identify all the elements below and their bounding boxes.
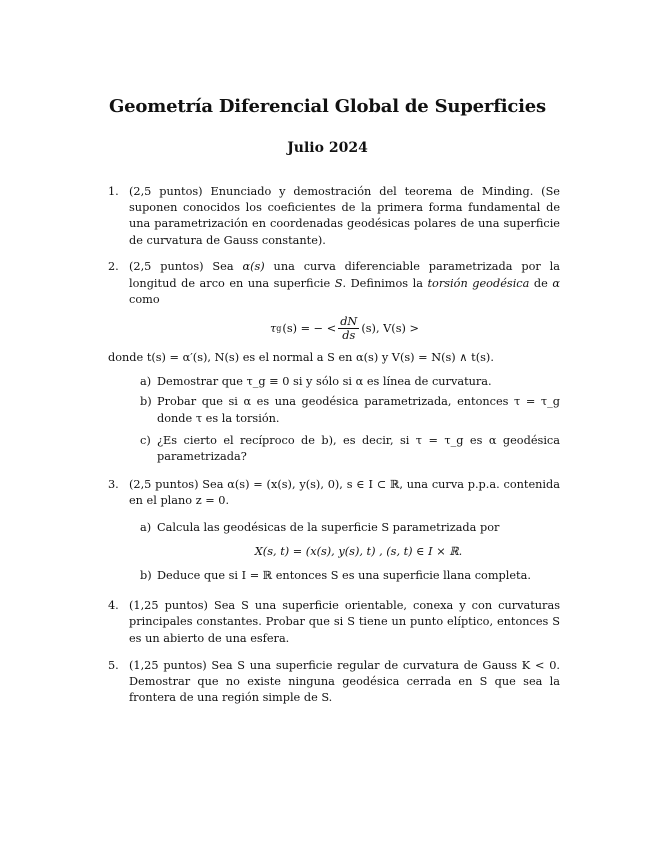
equation-rhs: (s), V(s) > bbox=[361, 321, 419, 335]
text-fragment: . Definimos la bbox=[342, 276, 423, 290]
emphasis-term: torsión geodésica bbox=[427, 276, 530, 290]
fraction-denominator: ds bbox=[342, 329, 356, 343]
subitem-text: Demostrar que τ_g ≡ 0 si y sólo si α es línea de curvatura. bbox=[157, 375, 492, 389]
problem-text: (1,25 puntos) Sea S una superficie regular de curvatura de Gauss K < 0. Demostrar que no existe ninguna geodésica cerrada en S que sea la frontera de una región simple de S. bbox=[129, 658, 560, 705]
math-symbol: S bbox=[334, 276, 343, 290]
equation-fraction bbox=[338, 315, 359, 342]
problem-4 bbox=[108, 598, 560, 647]
text-fragment: una curva diferenciable parametrizada por la longitud de arco en una superficie bbox=[129, 260, 560, 290]
problem-number: 4. bbox=[108, 599, 119, 613]
subitem-a bbox=[129, 520, 560, 560]
fraction-numerator: dN bbox=[340, 315, 358, 329]
problem-text: (2,5 puntos) Sea α(s) = (x(s), y(s), 0), s ∈ I ⊂ ℝ, una curva p.p.a. contenida en el plano z = 0. bbox=[129, 478, 560, 508]
torsion-equation bbox=[129, 312, 560, 346]
subitem-label: a) bbox=[140, 520, 152, 534]
subitem-a bbox=[129, 374, 560, 390]
subitem-text: Calcula las geodésicas de la superficie S parametrizada por bbox=[157, 520, 500, 534]
equation-middle: (s) = − < bbox=[282, 321, 337, 335]
parametrization-equation: X(s, t) = (x(s), y(s), t) , (s, t) ∈ I × ℝ. bbox=[254, 544, 463, 558]
problem-5 bbox=[108, 658, 560, 707]
page-title: Geometría Diferencial Global de Superficies bbox=[109, 96, 546, 117]
subitem-text: ¿Es cierto el recíproco de b), es decir, si τ = τ_g es α geodésica parametrizada? bbox=[157, 433, 560, 463]
problem-1 bbox=[108, 184, 560, 249]
text-fragment: de bbox=[533, 276, 548, 290]
problem-text: (1,25 puntos) Sea S una superficie orientable, conexa y con curvaturas principales constantes. Probar que si S tiene un punto elíptico, entonces S es un abierto de una esfera. bbox=[129, 599, 560, 645]
subitem-label: b) bbox=[140, 568, 152, 582]
problem-number: 2. bbox=[108, 260, 119, 274]
equation-lhs: τ bbox=[270, 321, 277, 335]
text-fragment: (2,5 puntos) Sea bbox=[129, 260, 234, 274]
subitem-c bbox=[129, 433, 560, 465]
subitem-text: Probar que si α es una geodésica parametrizada, entonces τ = τ_g donde τ es la torsión. bbox=[157, 395, 560, 425]
subitem-label: b) bbox=[140, 395, 152, 409]
subitem-b bbox=[129, 568, 560, 584]
subitem-label: a) bbox=[140, 375, 152, 389]
problem-number: 5. bbox=[108, 658, 119, 672]
problem-3 bbox=[108, 477, 560, 584]
problem-list bbox=[108, 184, 560, 706]
math-symbol: α(s) bbox=[242, 260, 265, 274]
subitem-label: c) bbox=[140, 433, 151, 447]
exam-date: Julio 2024 bbox=[287, 140, 368, 156]
problem-text-after: donde t(s) = α′(s), N(s) es el normal a S en α(s) y V(s) = N(s) ∧ t(s). bbox=[108, 350, 494, 364]
problem-2 bbox=[108, 259, 560, 465]
subitem-text: Deduce que si I = ℝ entonces S es una superficie llana completa. bbox=[157, 568, 531, 582]
problem-text bbox=[129, 259, 560, 308]
text-fragment: como bbox=[129, 292, 160, 306]
problem-number: 3. bbox=[108, 478, 119, 492]
problem-number: 1. bbox=[108, 185, 119, 198]
problem-text: (2,5 puntos) Enunciado y demostración del teorema de Minding. (Se suponen conocidos los coeficientes de la primera forma fundamental de una parametrización en coordenadas geodésicas polares de una superficie de curvatura de Gauss constante). bbox=[129, 185, 560, 247]
math-symbol: α bbox=[552, 276, 560, 290]
equation-subscript: g bbox=[276, 323, 282, 333]
subitem-b bbox=[129, 394, 560, 426]
